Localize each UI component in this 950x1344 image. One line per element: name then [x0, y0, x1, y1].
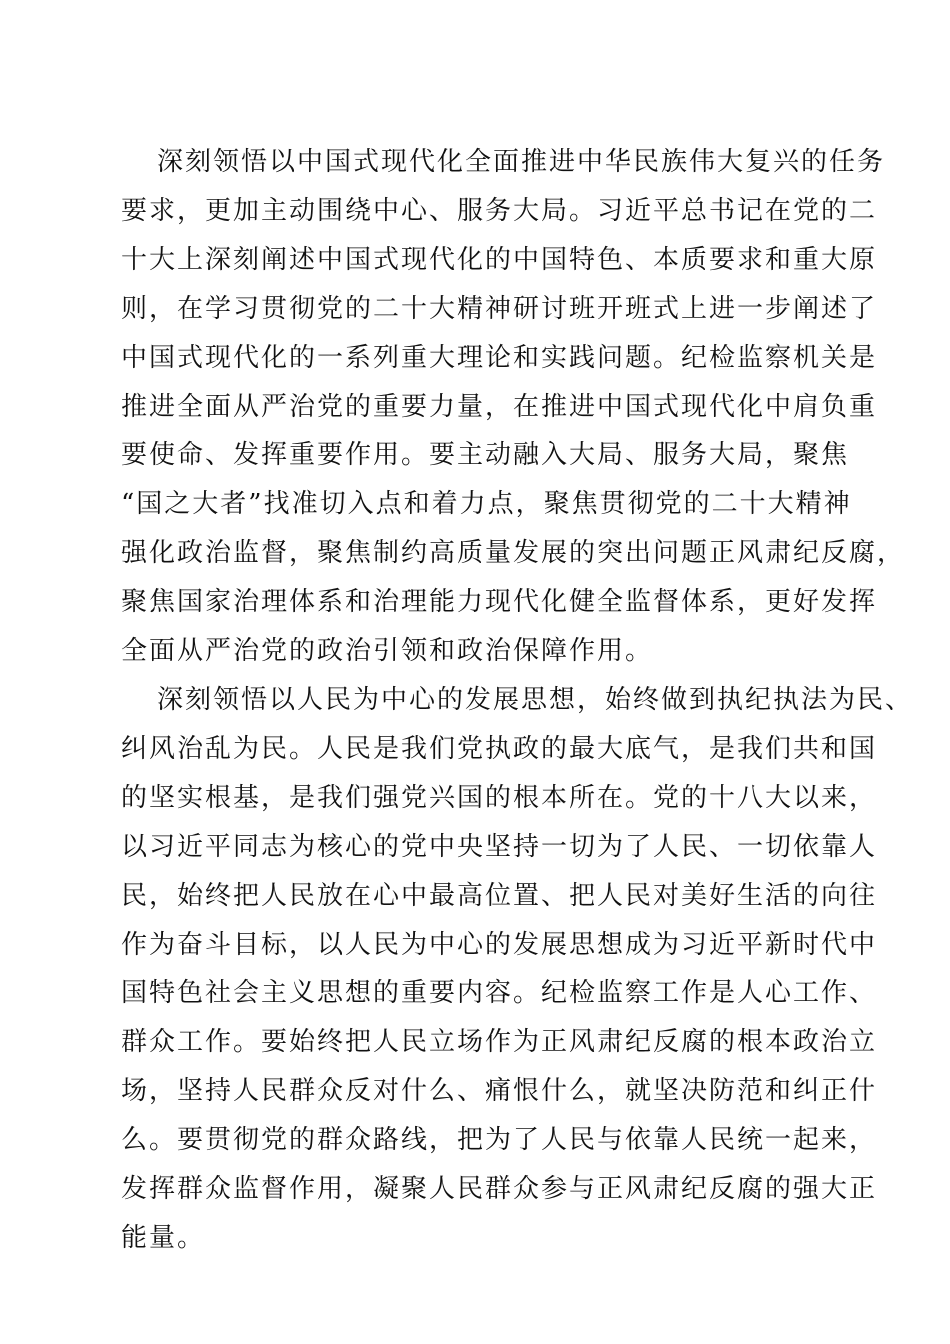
paragraph-line: 民，始终把人民放在心中最高位置、把人民对美好生活的向往: [121, 880, 878, 911]
paragraph-2: [121, 676, 914, 1263]
paragraph-line: 十大上深刻阐述中国式现代化的中国特色、本质要求和重大原: [121, 244, 878, 275]
paragraph-line: 聚焦国家治理体系和治理能力现代化健全监督体系，更好发挥: [121, 587, 878, 618]
paragraph-line: 深刻领悟以中国式现代化全面推进中华民族伟大复兴的任务: [157, 147, 886, 177]
paragraph-line: 么。要贯彻党的群众路线，把为了人民与依靠人民统一起来，: [121, 1125, 878, 1156]
paragraph-line: 要求，更加主动围绕中心、服务大局。习近平总书记在党的二: [121, 195, 878, 226]
paragraph-line: 中国式现代化的一系列重大理论和实践问题。纪检监察机关是: [121, 342, 878, 373]
paragraph-line: 发挥群众监督作用，凝聚人民群众参与正风肃纪反腐的强大正: [121, 1174, 878, 1205]
paragraph-line: “国之大者”找准切入点和着力点，聚焦贯彻党的二十大精神: [121, 489, 852, 520]
paragraph-line: 纠风治乱为民。人民是我们党执政的最大底气，是我们共和国: [121, 733, 878, 764]
paragraph-line: 则，在学习贯彻党的二十大精神研讨班开班式上进一步阐述了: [121, 293, 878, 324]
paragraph-line: 国特色社会主义思想的重要内容。纪检监察工作是人心工作、: [121, 978, 878, 1009]
paragraph-line: 群众工作。要始终把人民立场作为正风肃纪反腐的根本政治立: [121, 1027, 878, 1058]
paragraph-1: [121, 138, 906, 676]
paragraph-line: 的坚实根基，是我们强党兴国的根本所在。党的十八大以来，: [121, 782, 878, 813]
paragraph-line: 以习近平同志为核心的党中央坚持一切为了人民、一切依靠人: [121, 831, 878, 862]
document-body: [121, 138, 914, 1263]
paragraph-line: 强化政治监督，聚焦制约高质量发展的突出问题正风肃纪反腐，: [121, 538, 906, 569]
paragraph-line: 能量。: [121, 1222, 206, 1253]
paragraph-line: 要使命、发挥重要作用。要主动融入大局、服务大局，聚焦: [121, 440, 850, 471]
paragraph-line: 作为奋斗目标，以人民为中心的发展思想成为习近平新时代中: [121, 929, 878, 960]
paragraph-line: 推进全面从严治党的重要力量，在推进中国式现代化中肩负重: [121, 391, 878, 422]
paragraph-line: 全面从严治党的政治引领和政治保障作用。: [121, 636, 654, 667]
paragraph-line: 场，坚持人民群众反对什么、痛恨什么，就坚决防范和纠正什: [121, 1076, 878, 1107]
paragraph-line: 深刻领悟以人民为中心的发展思想，始终做到执纪执法为民、: [157, 684, 914, 715]
